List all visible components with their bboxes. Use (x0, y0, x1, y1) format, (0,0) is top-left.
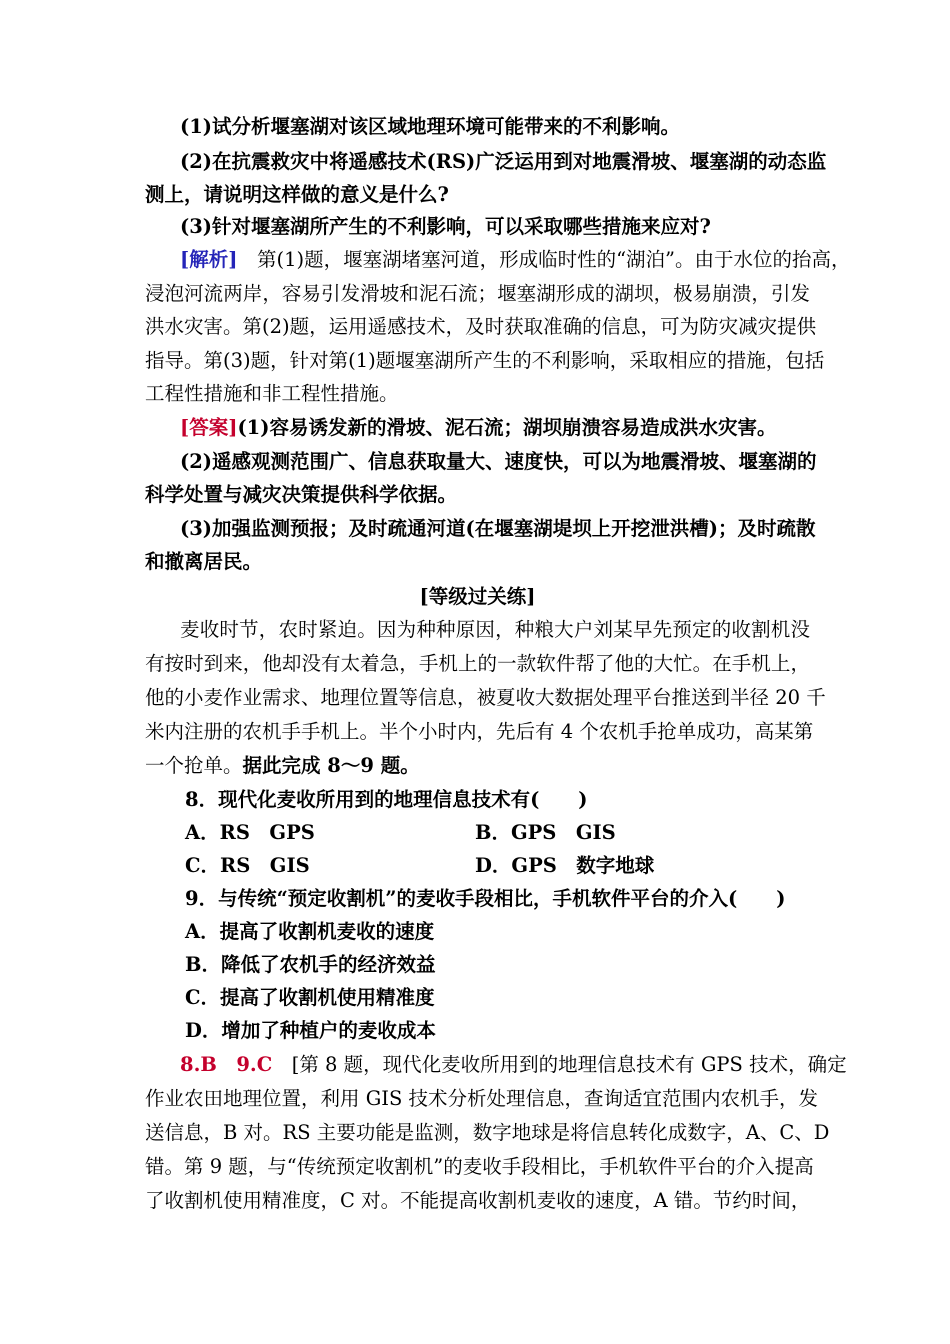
q8-option-b: B．GPS GIS (475, 821, 616, 844)
answer-line-5: 和撤离居民。 (145, 550, 263, 573)
passage-line-5 (145, 749, 810, 782)
q9-option-b: B．降低了农机手的经济效益 (185, 953, 436, 976)
q9-option-c: C．提高了收割机使用精准度 (185, 986, 435, 1009)
q8-option-d: D．GPS 数字地球 (475, 854, 655, 877)
answer-line-3: 科学处置与减灾决策提供科学依据。 (145, 483, 458, 506)
explain-line-4: 错。第 9 题，与“传统预定收割机”的麦收手段相比，手机软件平台的介入提高 (145, 1155, 814, 1178)
q8-options-row-1 (185, 816, 810, 849)
explain-line-1 (180, 1048, 847, 1081)
q8-options-row-2 (185, 849, 810, 882)
question-2-line-2: 测上，请说明这样做的意义是什么? (145, 183, 449, 206)
q8-option-c: C．RS GIS (185, 854, 310, 877)
passage-text: 一个抢单。 (145, 754, 243, 777)
analysis-tag: [解析] (180, 248, 238, 271)
answer-line-2: (2)遥感观测范围广、信息获取量大、速度快，可以为地震滑坡、堰塞湖的 (180, 450, 817, 473)
q8-option-a: A．RS GPS (185, 821, 315, 844)
q9-option-d: D．增加了种植户的麦收成本 (185, 1019, 436, 1042)
answer-line-1 (180, 411, 810, 444)
passage-line-3: 他的小麦作业需求、地理位置等信息，被夏收大数据处理平台推送到半径 20 千 (145, 686, 826, 709)
explain-line-3: 送信息，B 对。RS 主要功能是监测，数字地球是将信息转化成数字，A、C、D (145, 1121, 830, 1144)
q9-stem: 9．与传统“预定收割机”的麦收手段相比，手机软件平台的介入( ) (185, 887, 786, 910)
analysis-line-1 (180, 243, 851, 276)
explain-line-5: 了收割机使用精准度，C 对。不能提高收割机麦收的速度，A 错。节约时间， (145, 1189, 811, 1212)
answer-text: (1)容易诱发新的滑坡、泥石流；湖坝崩溃容易造成洪水灾害。 (237, 416, 777, 439)
passage-instruction: 据此完成 8～9 题。 (242, 754, 420, 777)
answer-tag: [答案] (180, 416, 238, 439)
analysis-line-5: 工程性措施和非工程性措施。 (145, 382, 399, 405)
q8-stem: 8．现代化麦收所用到的地理信息技术有( ) (185, 788, 588, 811)
question-2-line-1: (2)在抗震救灾中将遥感技术(RS)广泛运用到对地震滑坡、堰塞湖的动态监 (180, 150, 827, 173)
answer-line-4: (3)加强监测预报；及时疏通河道(在堰塞湖堤坝上开挖泄洪槽)；及时疏散 (180, 517, 816, 540)
section-title: [等级过关练] (419, 585, 536, 608)
analysis-line-2: 浸泡河流两岸，容易引发滑坡和泥石流；堰塞湖形成的湖坝，极易崩溃，引发 (145, 282, 810, 305)
analysis-line-4: 指导。第(3)题，针对第(1)题堰塞湖所产生的不利影响，采取相应的措施，包括 (145, 349, 825, 372)
explain-line-2: 作业农田地理位置，利用 GIS 技术分析处理信息，查询适宜范围内农机手，发 (145, 1087, 819, 1110)
question-3: (3)针对堰塞湖所产生的不利影响，可以采取哪些措施来应对? (180, 215, 711, 238)
passage-line-4: 米内注册的农机手手机上。半个小时内，先后有 4 个农机手抢单成功，高某第 (145, 720, 814, 743)
explain-text: [第 8 题，现代化麦收所用到的地理信息技术有 GPS 技术，确定 (291, 1053, 847, 1076)
passage-line-1: 麦收时节，农时紧迫。因为种种原因，种粮大户刘某早先预定的收割机没 (180, 618, 810, 641)
question-1: (1)试分析堰塞湖对该区域地理环境可能带来的不利影响。 (180, 115, 681, 138)
explain-answers: 8.B 9.C (180, 1053, 273, 1076)
analysis-line-3: 洪水灾害。第(2)题，运用遥感技术，及时获取准确的信息，可为防灾减灾提供 (145, 315, 817, 338)
q9-option-a: A．提高了收割机麦收的速度 (185, 920, 435, 943)
passage-line-2: 有按时到来，他却没有太着急，手机上的一款软件帮了他的大忙。在手机上， (145, 652, 810, 675)
analysis-text: 第(1)题，堰塞湖堵塞河道，形成临时性的“湖泊”。由于水位的抬高， (256, 248, 851, 271)
